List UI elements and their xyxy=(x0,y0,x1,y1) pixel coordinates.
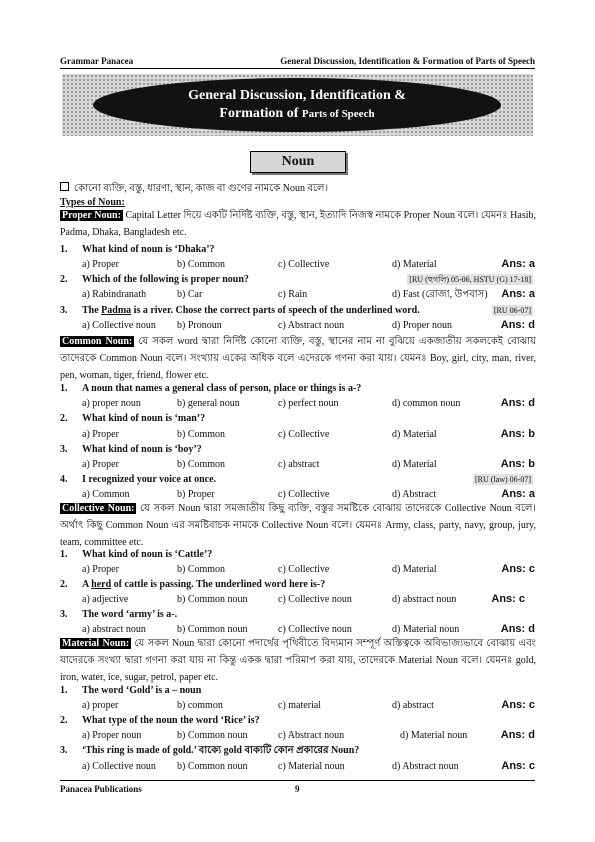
common-noun-label: Common Noun: xyxy=(62,336,133,347)
section-title: Noun xyxy=(250,151,346,173)
material-noun-label: Material Noun: xyxy=(62,638,130,649)
collective-noun-definition: Collective Noun: যে সকল Noun দ্বারা সমজাতীয় কিছু ব্যক্তি, বস্তুর সমষ্টিকে বোঝায় তাদেরকে Collective Noun বলে। অর্থাৎ কিছু Common Noun এর সমষ্টিবাচক নামকে Collective Noun বলে। যেমনঃ Army, class, party, navy, group, jury, team, committee etc. xyxy=(60,503,536,548)
answer: Ans: d xyxy=(500,397,535,409)
banner-title xyxy=(93,87,501,123)
answer: Ans: a xyxy=(501,488,535,500)
book-title: Grammar Panacea xyxy=(60,56,134,66)
answer: Ans: d xyxy=(500,319,535,331)
types-heading: Types of Noun: xyxy=(60,197,125,208)
answer: Ans: d xyxy=(500,729,535,741)
intro-line: কোনো ব্যক্তি, বস্তু, ধারণা, স্থান, কাজ বা গুণের নামকে Noun বলে। xyxy=(60,182,535,195)
answer: Ans: c xyxy=(501,699,535,711)
answer: Ans: b xyxy=(500,428,535,440)
collective-noun-label: Collective Noun: xyxy=(62,503,135,514)
answer: Ans: d xyxy=(500,623,535,635)
page-footer xyxy=(60,780,535,794)
exam-tag: [RU (হুগলি) 05-06, HSTU (G) 17-18] xyxy=(409,275,531,284)
chapter-title: General Discussion, Identification & Formation of Parts of Speech xyxy=(280,56,535,66)
answer: Ans: c xyxy=(501,563,535,575)
common-noun-definition: Common Noun: যে সকল word দ্বারা নির্দিষ্ট কোনো ব্যক্তি, বস্তু, স্থানের নাম না বুঝিয়ে একজাতীয় সকলকেই বোঝায় তাদেরকে Common Noun বলে। সংখ্যায় একের অধিক বলে এদেরকে গণনা করা যায়। যেমনঃ Boy, girl, city, man, river, pen, woman, tiger, friend, flower etc. xyxy=(60,336,536,381)
banner-line1: General Discussion, Identification & xyxy=(188,88,406,103)
checkbox-bullet-icon xyxy=(60,182,69,191)
exam-tag: [RU (law) 06-07] xyxy=(475,475,531,484)
publisher: Panacea Publications xyxy=(60,784,142,794)
answer: Ans: c xyxy=(501,760,535,772)
answer: Ans: c xyxy=(491,593,525,605)
page-number: 9 xyxy=(295,784,300,794)
exam-tag: [RU 06-07] xyxy=(493,306,531,315)
answer: Ans: a xyxy=(501,288,535,300)
material-noun-definition: Material Noun: যে সকল Noun দ্বারা কোনো পদার্থের পৃথিবীতে বিদ্যমান সম্পূর্ণ অস্তিত্বকে অবিভাজ্যভাবে বোঝায় এবং যাদেরকে সংখ্যা দ্বারা গণনা করা যায় না কিন্তু একক দ্বারা পরিমাপ করা যায়, তাদেরকে Material Noun বলে। যেমনঃ gold, iron, water, ice, sugar, petrol, paper etc. xyxy=(60,638,536,683)
answer: Ans: b xyxy=(500,458,535,470)
proper-noun-definition: Proper Noun: Capital Letter দিয়ে একটি নির্দিষ্ট ব্যক্তি, বস্তু, স্থান, ইত্যাদি নিজস্ব নামকে Proper Noun বলে। যেমনঃ Hasib, Padma, Dhaka, Bangladesh etc. xyxy=(60,210,536,238)
answer: Ans: a xyxy=(501,258,535,270)
banner-line2: Formation of Parts of Speech xyxy=(219,106,375,121)
page-header xyxy=(60,56,535,69)
proper-noun-label: Proper Noun: xyxy=(62,210,121,221)
